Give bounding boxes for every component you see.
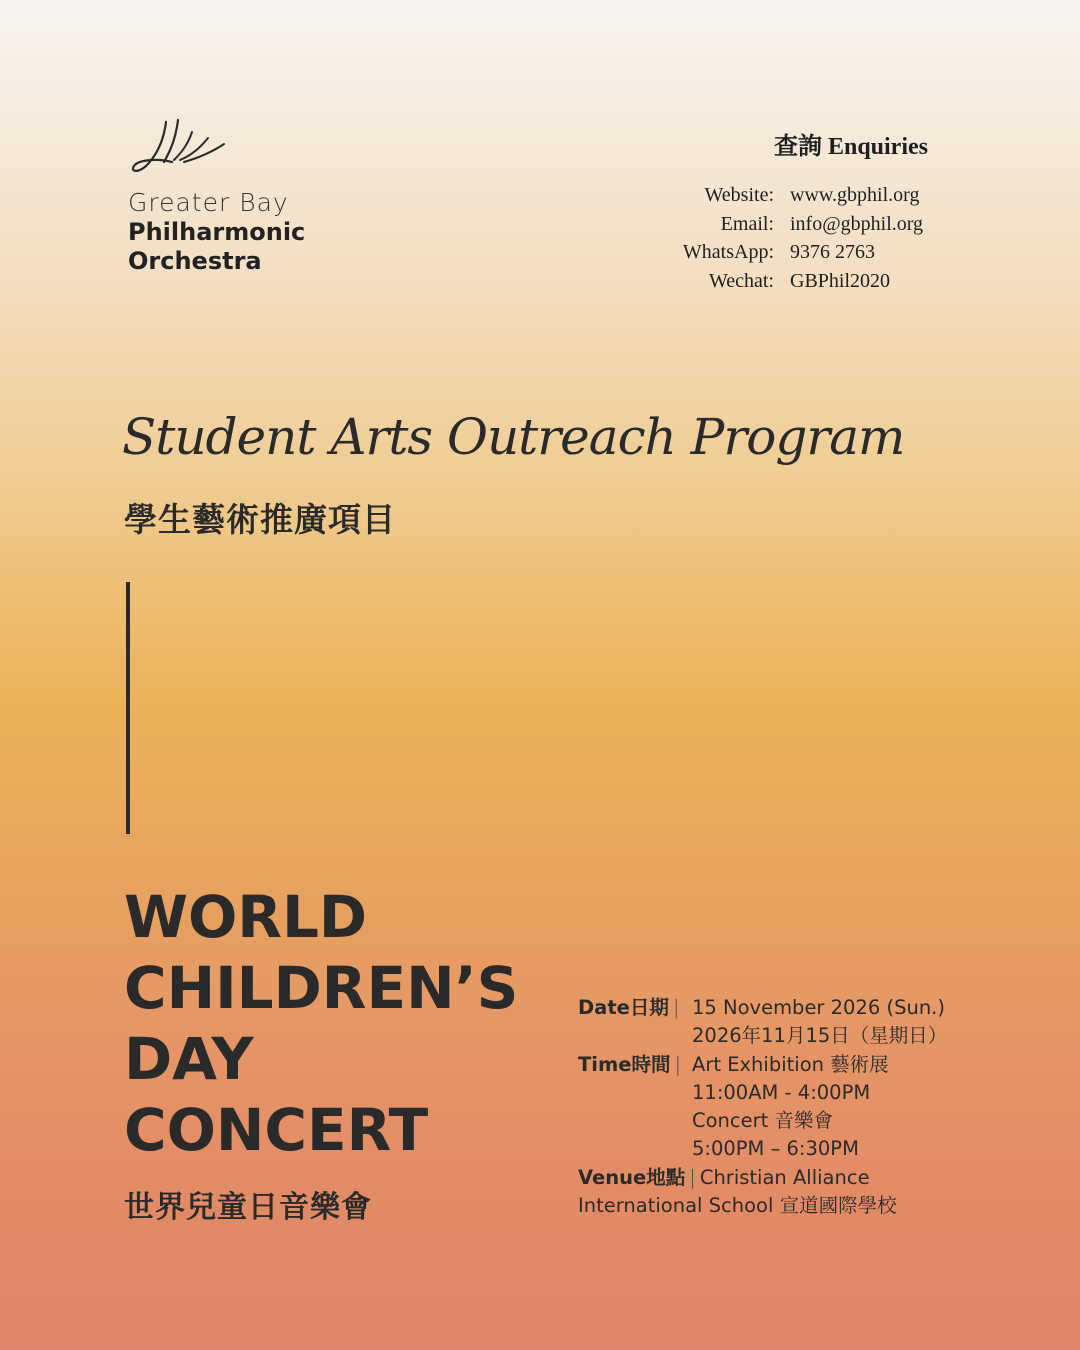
website-link[interactable]: www.gbphil.org: [790, 184, 920, 206]
program-title-zh: 學生藝術推廣項目: [124, 500, 396, 539]
date-row: [578, 994, 998, 1022]
divider-bar: [126, 582, 130, 834]
whatsapp-number: 9376 2763: [790, 241, 875, 263]
enquiry-row-whatsapp: [654, 238, 928, 267]
concert-title: [124, 882, 518, 1166]
enquiry-row-email: [654, 210, 928, 239]
enquiries-title: 查詢 Enquiries: [773, 134, 928, 160]
email-link[interactable]: info@gbphil.org: [790, 212, 924, 235]
orchestra-logo: [128, 118, 368, 276]
date-label: Date日期: [578, 996, 669, 1019]
separator: |: [672, 996, 680, 1019]
separator: |: [689, 1165, 696, 1189]
enquiries-block: [654, 126, 928, 295]
concert-title-line: DAY: [124, 1025, 254, 1093]
enquiry-label: Wechat:: [708, 269, 774, 292]
venue-line2: International School 宣道國際學校: [578, 1194, 897, 1218]
concert-title-line: WORLD: [124, 883, 368, 951]
venue-line1: Christian Alliance: [699, 1165, 870, 1189]
exhibition-time: 11:00AM - 4:00PM: [692, 1080, 871, 1104]
time-row: [578, 1051, 998, 1079]
logo-text-philharmonic: Philharmonic: [128, 218, 306, 246]
venue-label: Venue地點: [578, 1165, 686, 1189]
time-label: Time時間: [578, 1052, 671, 1076]
program-title: Student Arts Outreach Program: [122, 408, 905, 466]
enquiry-label: WhatsApp:: [682, 241, 774, 263]
enquiry-row-wechat: [654, 267, 928, 296]
date-zh: 2026年11月15日（星期日）: [692, 1024, 948, 1048]
concert-time: 5:00PM – 6:30PM: [692, 1137, 859, 1161]
separator: |: [674, 1052, 682, 1076]
wechat-id: GBPhil2020: [790, 269, 891, 292]
concert-title-line: CONCERT: [124, 1096, 429, 1164]
enquiry-row-website: [654, 181, 928, 210]
event-details: [578, 994, 998, 1220]
enquiry-label: Email:: [720, 212, 774, 235]
logo-text-orchestra: Orchestra: [128, 247, 262, 275]
concert-title-zh: 世界兒童日音樂會: [124, 1190, 372, 1225]
concert-label: Concert 音樂會: [692, 1109, 833, 1133]
exhibition-label: Art Exhibition 藝術展: [692, 1052, 889, 1076]
enquiry-label: Website:: [704, 184, 774, 206]
logo-text-greater-bay: Greater Bay: [128, 188, 289, 217]
venue-row: [578, 1164, 998, 1192]
orchestra-logo-icon: [128, 118, 228, 180]
concert-title-line: CHILDREN’S: [124, 954, 519, 1022]
date-en: 15 November 2026 (Sun.): [692, 996, 945, 1019]
